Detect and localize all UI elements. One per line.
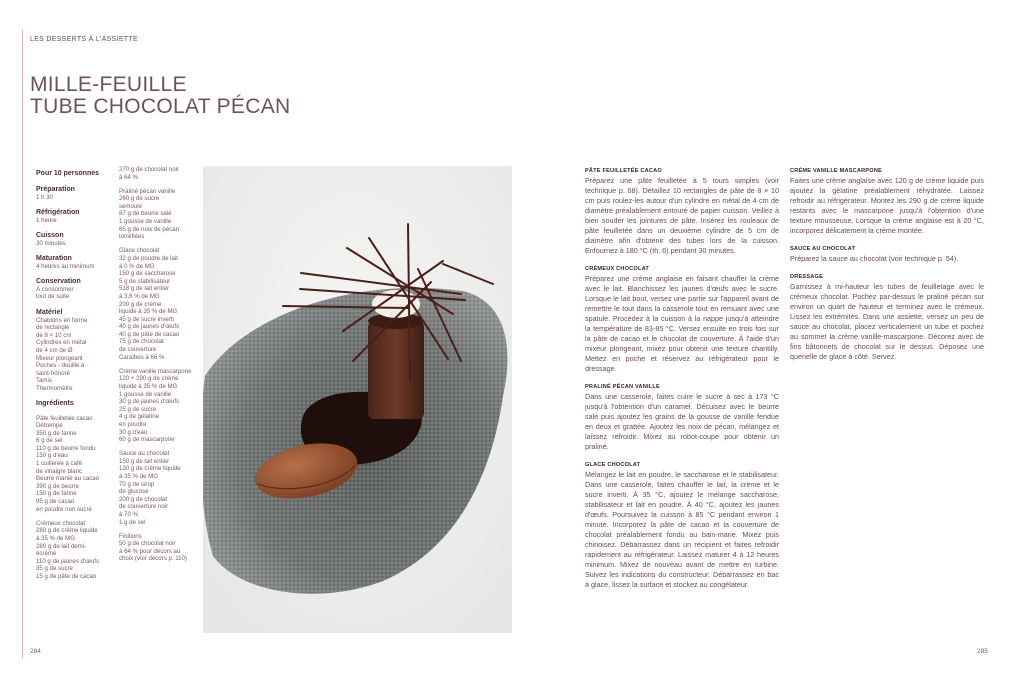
materiel-item: Poches - douille à [36, 362, 85, 370]
ingredient-line: à 3,6 % de MG [119, 292, 160, 300]
ingredient-line: 150 g de farine [36, 490, 77, 498]
materiel-label: Matériel [36, 308, 63, 316]
ingredient-line: 35 g de sucre [36, 565, 73, 573]
materiel-item: de rectangle [36, 324, 70, 332]
materiel-item: saint-honoré [36, 369, 70, 377]
method-section [585, 461, 779, 590]
ingredient-line: 150 g de saccharose [119, 270, 176, 278]
ingredient-line: 280 g de crème liquide [36, 527, 98, 535]
ingredient-line: 1 gousse de vanille [119, 390, 172, 398]
ingredient-line: à 0 % de MG [119, 262, 155, 270]
section-text: Garnissez à mi-hauteur les tubes de feuilletage avec le crémeux chocolat. Pochez par-dessus le praliné pécan sur environ un quart de hauteur et terminez avec le crémeux. Lissez les extrémités. Dans une assiette, versez un peu de sauce au chocolat, placez verticalement un tube et pochez au sommet la crème vanille-mascarpone. Décorez avec de fins bâtonnets de chocolat sur le dessus. Déposez une quenelle de glace à côté. Servez. [790, 282, 984, 361]
ingredient-line: à 35 % de MG [36, 534, 75, 542]
ingredient-line: 45 g de sucre inverti [119, 315, 174, 323]
ingredient-line: 30 g de jaunes d'œufs [119, 398, 180, 406]
section-text: Préparez une pâte feuilletée à 5 tours simples (voir technique p. 68). Détaillez 10 rectangles de pâte de 8 × 10 cm puis roulez-les autour d'un cylindre en métal de 4 cm de diamètre préalablement entouré de papier cuisson. Veillez à bien souder les jointures de pâte. Insérez les rouleaux de pâte feuilletée dans un deuxième cylindre de 5 cm de diamètre afin d'obtenir des tubes lors de la cuisson. Enfournez à 180 °C (th. 6) pendant 30 minutes. [585, 176, 779, 255]
section-text: Dans une casserole, faites cuire le sucre à sec à 173 °C jusqu'à l'obtention d'un caramel. Décuisez avec le beurre salé puis ajoutez les grains de la gousse de vanille fendue en deux et grattée. Ajoutez les noix de pécan, mélangez et laissez refroidir. Mixez au robot-coupe pour obtenir un praliné. [585, 392, 779, 451]
ingredient-line: 110 g de beurre fondu [36, 444, 96, 452]
ingredient-line: 1 gousse de vanille [119, 218, 172, 226]
ingredient-group-title: Praliné pécan vanille [119, 187, 176, 195]
section-text: Préparez la sauce au chocolat (voir technique p. 54). [790, 254, 959, 263]
info-column [36, 169, 114, 587]
ingredient-line: à 70 % [119, 510, 138, 518]
ingredient-line: 110 g de jaunes d'œufs [36, 557, 100, 565]
method-column-2 [790, 167, 984, 371]
ingredient-group-title: Glace chocolat [119, 247, 160, 255]
section-heading: PÂTE FEUILLETÉE CACAO [585, 168, 662, 174]
ingredient-line: 390 g de beurre [36, 482, 80, 490]
materiel-item: Chablons en forme [36, 316, 88, 324]
method-section [790, 273, 984, 362]
ingredient-line: 70 g de sirop [119, 480, 155, 488]
page-number-left: 284 [30, 648, 41, 655]
cuisson-value: 30 minutes [36, 239, 66, 247]
ingredient-line: 200 g de crème [119, 300, 162, 308]
materiel-item: Tamis [36, 377, 52, 385]
section-text: Faites une crème anglaise avec 120 g de crème liquide puis ajoutez la gélatine préalablement réhydratée. Laissez refroidir au réfrigérateur. Montez les 290 g de crème liquide restants avec le mascarpone jusqu'à l'obtention d'une texture mousseuse. Lorsque la crème anglaise est à 20 °C, incorporez délicatement la crème montée. [790, 176, 984, 235]
ingredient-line: à 64 % pour décors au [119, 547, 181, 555]
ingredient-line: 25 g de sucre [119, 405, 156, 413]
ingredient-line: 75 g de chocolat [119, 338, 164, 346]
ingredient-line: liquide à 35 % de MG [119, 308, 178, 316]
ingredient-line: à 64 % [119, 173, 138, 181]
ingredient-line: semoule [119, 202, 143, 210]
section-heading: GLACE CHOCOLAT [585, 462, 641, 468]
conservation-label: Conservation [36, 277, 81, 285]
ingredients-list-2 [119, 166, 201, 570]
ingredient-line: écrémé [36, 550, 57, 558]
ingredient-line: de couverture noir [119, 503, 169, 511]
ingredient-line: choix (voir décors p. 110) [119, 555, 187, 563]
ingredient-line: 40 g de jaunes d'œufs [119, 323, 180, 331]
ingredient-line: 518 g de lait entier [119, 285, 170, 293]
ingredient-line: 130 g de crème liquide [119, 465, 181, 473]
materiel-item: de 4 cm de Ø [36, 346, 73, 354]
ingredient-line: de vinaigre blanc [36, 467, 83, 475]
ingredient-line: 5 g de stabilisateur [119, 277, 171, 285]
materiel-item: Mixeur plongeant [36, 354, 83, 362]
section-heading: CRÉMEUX CHOCOLAT [585, 266, 650, 272]
ingredient-line: 4 g de gélatine [119, 413, 159, 421]
section-heading: SAUCE AU CHOCOLAT [790, 246, 856, 252]
ingredient-line: 32 g de poudre de lait [119, 254, 178, 262]
ingredients-label: Ingrédients [36, 400, 74, 407]
ingredient-group [119, 166, 201, 181]
conservation-line: À consommer [36, 285, 74, 293]
prep-value: 1 h 30 [36, 193, 53, 201]
ingredient-line: liquide à 35 % de MG [119, 382, 178, 390]
section-text: Mélangez le lait en poudre, le saccharose et le stabilisateur. Dans une casserole, faites chauffer le lait, la crème et le sucre inverti. À 35 °C, ajoutez le mélange saccharose, stabilisateur et lait en poudre. À 40 °C, ajoutez les jaunes d'œufs. Poursuivez la cuisson à 85 °C pendant environ 1 minute. Incorporez la pâte de cacao et la couverture de chocolat préalablement fondu au bain-marie. Mixez puis chinoisez. Débarrassez dans un récipient et faites refroidir rapidement au réfrigérateur. Laissez maturer 4 à 12 heures minimum. Mixez de nouveau avant de mettre en turbine. Suivez les indications du constructeur. Débarrassez en bac à glace, lissez la surface et stockez au congélateur. [585, 470, 779, 589]
page-number-right: 285 [977, 648, 988, 655]
ingredient-line: en poudre [119, 420, 147, 428]
servings: Pour 10 personnes [36, 170, 100, 177]
prep-label: Préparation [36, 185, 75, 193]
method-section [585, 167, 779, 256]
recipe-title [30, 74, 290, 118]
ingredient-line: 1 g de sel [119, 518, 146, 526]
ingredient-group-title: Crémeux chocolat [36, 519, 86, 527]
ingredient-line: Beurre manié au cacao [36, 475, 100, 483]
method-section [790, 245, 984, 264]
ingredient-line: 40 g de pâte de cacao [119, 330, 180, 338]
ingredient-line: 150 g de lait entier [119, 457, 170, 465]
ingredient-line: 60 g de mascarpone [119, 436, 175, 444]
refrig-label: Réfrigération [36, 208, 80, 216]
ingredient-line: 200 g de chocolat [119, 495, 168, 503]
ingredient-group-title: Pâte feuilletée cacao [36, 414, 93, 422]
plated-dessert-illustration [203, 166, 512, 633]
ingredient-line: 95 g de cacao [36, 498, 75, 506]
materiel-block [36, 308, 114, 393]
ingredient-line: en poudre non sucré [36, 505, 92, 513]
ingredient-line: 87 g de beurre salé [119, 210, 172, 218]
ingredient-group [119, 533, 201, 563]
ingredient-line: Détrempe [36, 422, 63, 430]
title-line-2: TUBE CHOCOLAT PÉCAN [30, 95, 291, 118]
ingredients-list-1 [36, 415, 114, 581]
maturation-label: Maturation [36, 254, 72, 262]
ingredient-group [119, 247, 201, 361]
ingredient-group-title: Finitions [119, 532, 142, 540]
ingredient-line: à 35 % de MG [119, 472, 158, 480]
ingredient-group [119, 188, 201, 241]
ingredient-group [119, 368, 201, 444]
refrig-value: 1 heure [36, 216, 57, 224]
section-heading: DRESSAGE [790, 274, 823, 280]
section-heading: CRÈME VANILLE MASCARPONE [790, 168, 883, 174]
method-section [790, 167, 984, 236]
ingredient-line: 350 g de farine [36, 429, 77, 437]
ingredient-line: de couverture [119, 346, 157, 354]
cuisson-label: Cuisson [36, 231, 64, 239]
ingredient-group [119, 450, 201, 526]
maturation-value: 4 heures au minimum [36, 262, 95, 270]
margin-rule [22, 30, 23, 658]
method-section [585, 265, 779, 374]
ingredient-group [36, 415, 114, 514]
ingredient-line: 1 cuillerée à café [36, 460, 83, 468]
materiel-item: de 8 × 10 cm [36, 331, 72, 339]
ingredient-group-title: Crème vanille mascarpone [119, 367, 192, 375]
section-heading: PRALINÉ PÉCAN VANILLE [585, 384, 660, 390]
ingredient-line: 65 g de noix de pécan [119, 225, 179, 233]
ingredient-line: 50 g de chocolat noir [119, 540, 176, 548]
materiel-item: Thermomètre [36, 384, 73, 392]
ingredient-line: 15 g de pâte de cacao [36, 572, 97, 580]
materiel-item: Cylindres en métal [36, 339, 87, 347]
ingredient-line: 150 g d'eau [36, 452, 68, 460]
method-section [585, 383, 779, 452]
ingredient-line: de glucose [119, 488, 149, 496]
ingredient-line: 270 g de chocolat noir [119, 166, 179, 173]
ingredient-line: 260 g de sucre [119, 195, 160, 203]
title-line-1: MILLE-FEUILLE [30, 73, 187, 96]
ingredient-line: 280 g de lait demi- [36, 542, 87, 550]
ingredient-line: 6 g de sel [36, 437, 63, 445]
ingredient-group-title: Sauce au chocolat [119, 450, 170, 458]
ingredient-line: 120 + 290 g de crème [119, 375, 179, 383]
ingredient-line: 30 g d'eau [119, 428, 148, 436]
section-text: Préparez une crème anglaise en faisant chauffer la crème avec le lait. Blanchissez les jaunes d'œufs avec le sucre. Lorsque le lait bout, versez une partie sur l'appareil avant de remettre le tout dans la casserole tout en remuant avec une spatule. Procédez à la cuisson à la nappe jusqu'à atteindre la température de 83-85 °C. Versez ensuite en trois fois sur la pâte de cacao et le chocolat de couverture. À l'aide d'un mixeur plongeant, mixez pour obtenir une texture chantilly. Mettez en poche et réservez au réfrigérateur pour le dressage. [585, 274, 779, 373]
dessert-photo [203, 166, 512, 633]
ingredient-group [36, 520, 114, 581]
conservation-line: tout de suite [36, 293, 70, 301]
method-column-1 [585, 167, 779, 599]
ingredient-line: torréfiées [119, 233, 145, 241]
ingredient-line: Caraïbes à 66 % [119, 353, 165, 361]
running-head: LES DESSERTS À L'ASSIETTE [30, 36, 138, 43]
